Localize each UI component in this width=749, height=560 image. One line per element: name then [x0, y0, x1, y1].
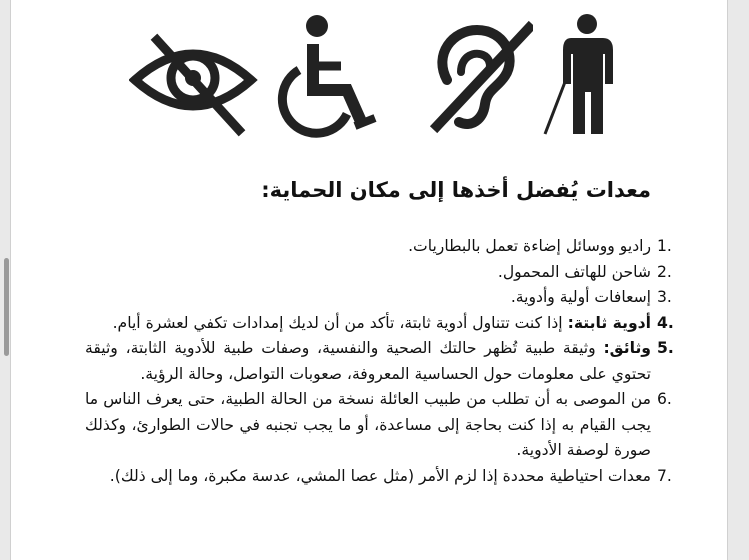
item-text: وثيقة طبية تُظهر حالتك الصحية والنفسية، وصفات طبية للأدوية الثابتة، وثيقة تحتوي على معلومات حول الحساسية المعروفة، صعوبات التواصل، وحالة الرؤية.: [85, 339, 651, 383]
accessibility-icons-row: [11, 0, 727, 150]
item-text: شاحن للهاتف المحمول.: [497, 262, 651, 281]
item-text: من الموصى به أن تطلب من طبيب العائلة نسخة من الحالة الطبية، حتى يعرف الناس ما يجب القيام به إذا كنت بحاجة إلى مساعدة، أو ما يجب تجنبه في حالات الطوارئ، وكذلك صورة لوصفة الأدوية.: [85, 390, 651, 459]
list-item: [85, 311, 674, 337]
document-content: [85, 168, 674, 489]
item-number: 5.: [657, 339, 674, 357]
list-item: [85, 464, 672, 490]
scrollbar-thumb[interactable]: [4, 258, 9, 356]
list-item: [85, 260, 672, 286]
item-number: 1.: [657, 237, 672, 255]
equipment-list: [85, 234, 674, 489]
list-item: [85, 336, 674, 387]
hearing-impaired-icon: [423, 14, 533, 138]
item-lead: وثائق:: [603, 339, 651, 357]
eye-slash-icon: [129, 14, 259, 138]
item-text: راديو ووسائل إضاءة تعمل بالبطاريات.: [408, 237, 651, 255]
document-page: [10, 0, 728, 560]
item-number: 7.: [657, 466, 672, 485]
list-item: [85, 285, 672, 311]
item-number: 6.: [657, 390, 672, 408]
blind-person-cane-icon: [541, 14, 621, 138]
item-text: إذا كنت تتناول أدوية ثابتة، تأكد من أن لديك إمدادات تكفي لعشرة أيام.: [112, 313, 568, 332]
item-number: 2.: [657, 262, 672, 281]
item-text: معدات احتياطية محددة إذا لزم الأمر (مثل عصا المشي، عدسة مكبرة، وما إلى ذلك).: [109, 466, 651, 485]
wheelchair-icon: [277, 14, 387, 138]
item-number: 3.: [657, 288, 672, 306]
section-heading: معدات يُفضل أخذها إلى مكان الحماية:: [261, 178, 651, 202]
list-item: [85, 387, 672, 464]
item-text: إسعافات أولية وأدوية.: [510, 288, 651, 306]
item-number: 4.: [657, 313, 674, 332]
list-item: [85, 234, 672, 260]
item-lead: أدوية ثابتة:: [567, 313, 651, 332]
